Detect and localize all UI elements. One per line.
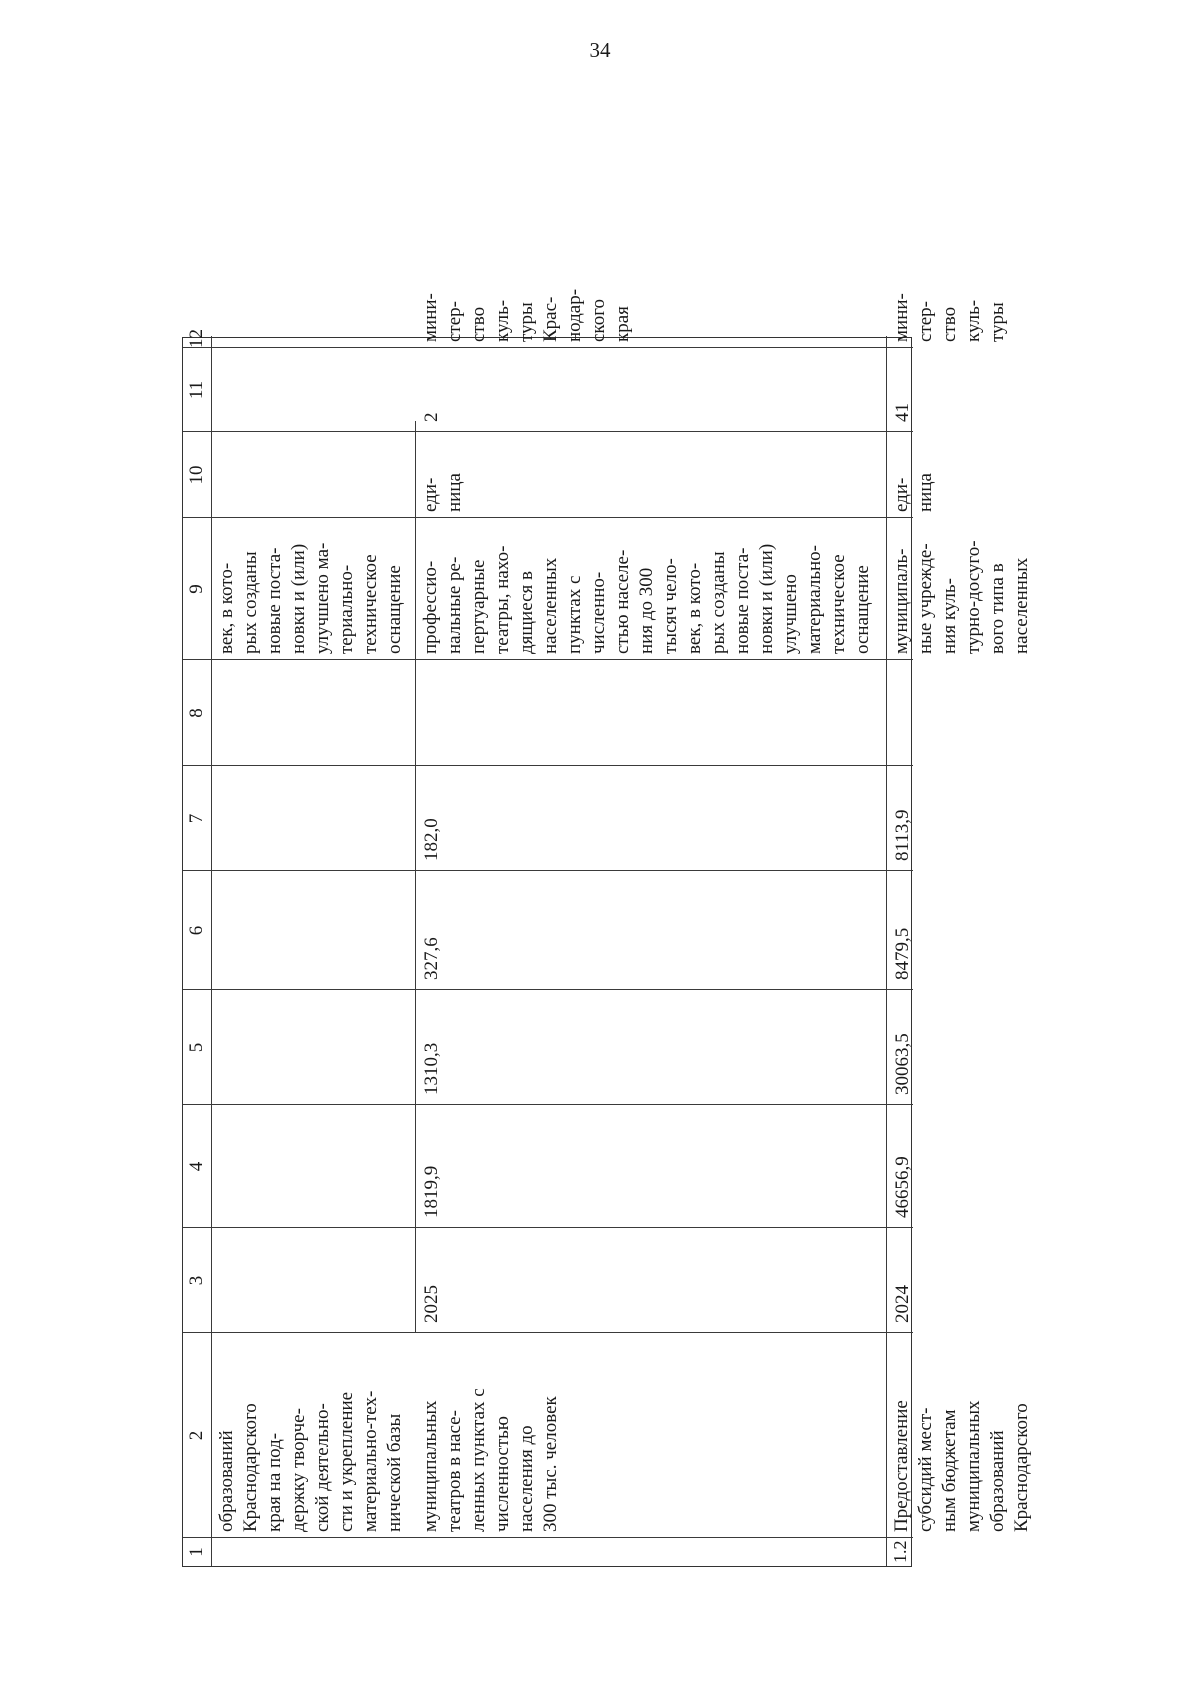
row-c-col12-text: мини- стер- ство куль- туры <box>891 293 1008 342</box>
row-b-col5-value: 1310,3 <box>421 1042 442 1095</box>
col-divider <box>183 1104 913 1105</box>
header-cell: 9 <box>186 584 207 594</box>
row-a-col9-text: век, в кото- рых созданы новые поста- новки и (или) улучшено ма- териально- техническое оснащение <box>216 542 405 654</box>
header-cell: 6 <box>186 925 207 936</box>
header-cell: 8 <box>186 708 207 718</box>
row-c-col4-value: 46656,9 <box>892 1156 913 1218</box>
page-number: 34 <box>589 38 611 62</box>
row-b-col2-text: муниципальных театров в насе- ленных пунктах с численностью населения до 300 тыс. человек <box>420 1388 561 1532</box>
header-cell: 4 <box>186 1161 207 1172</box>
row-c-col2-text: Предоставление субсидий мест- ным бюджетам муниципальных образований Краснодарского <box>891 1400 1032 1532</box>
row-c-col9-text: муниципаль- ные учрежде- ния куль- турно-досуго- вого типа в населенных <box>891 540 1032 654</box>
row-c-year: 2024 <box>892 1285 913 1323</box>
row-b-col11-value: 2 <box>421 412 442 422</box>
header-cell: 3 <box>186 1275 207 1286</box>
row-b-col4-value: 1819,9 <box>421 1165 442 1218</box>
col-divider <box>183 765 913 766</box>
header-cell: 11 <box>186 380 207 400</box>
header-cell: 2 <box>186 1430 207 1441</box>
rotated-table <box>182 288 1032 1567</box>
row-c-col5-value: 30063,5 <box>892 1033 913 1095</box>
table-frame <box>182 288 1032 1567</box>
row-b-year: 2025 <box>421 1285 442 1323</box>
col-divider <box>183 431 913 432</box>
header-cell: 12 <box>186 329 207 348</box>
row-b-col9-text: профессио- нальные ре- пертуарные театры, нахо- дящиеся в населенных пунктах с численно- стью населе- ния до 300 тысяч чело- век, в кото- рых созданы новые поста- новки и (или) улучшено материально- техническое оснащение <box>420 543 873 654</box>
header-cell: 5 <box>186 1042 207 1053</box>
row-c-col6-value: 8479,5 <box>892 927 913 980</box>
row-b-col12-text: мини- стер- ство куль- туры Крас- нодар- ского края <box>420 288 633 342</box>
header-cell: 7 <box>186 813 207 824</box>
row-c-col11-value: 41 <box>892 403 913 422</box>
row-b-col6-value: 327,6 <box>421 937 442 980</box>
row-c-number: 1.2 <box>890 1540 910 1563</box>
col-divider <box>183 989 913 990</box>
row-c-unit: еди- ница <box>891 473 936 512</box>
row-a-col2-text: образований Краснодарского края на под- держку творче- ской деятельно- сти и укрепление материально-тех- нической базы <box>216 1390 405 1532</box>
header-cell: 10 <box>186 465 207 485</box>
row-b-col7-value: 182,0 <box>421 818 442 861</box>
row-b-unit: еди- ница <box>420 473 465 512</box>
header-cell: 1 <box>186 1547 207 1557</box>
col-divider <box>183 1227 913 1228</box>
col-divider <box>183 870 913 871</box>
row-c-col7-value: 8113,9 <box>892 809 913 861</box>
